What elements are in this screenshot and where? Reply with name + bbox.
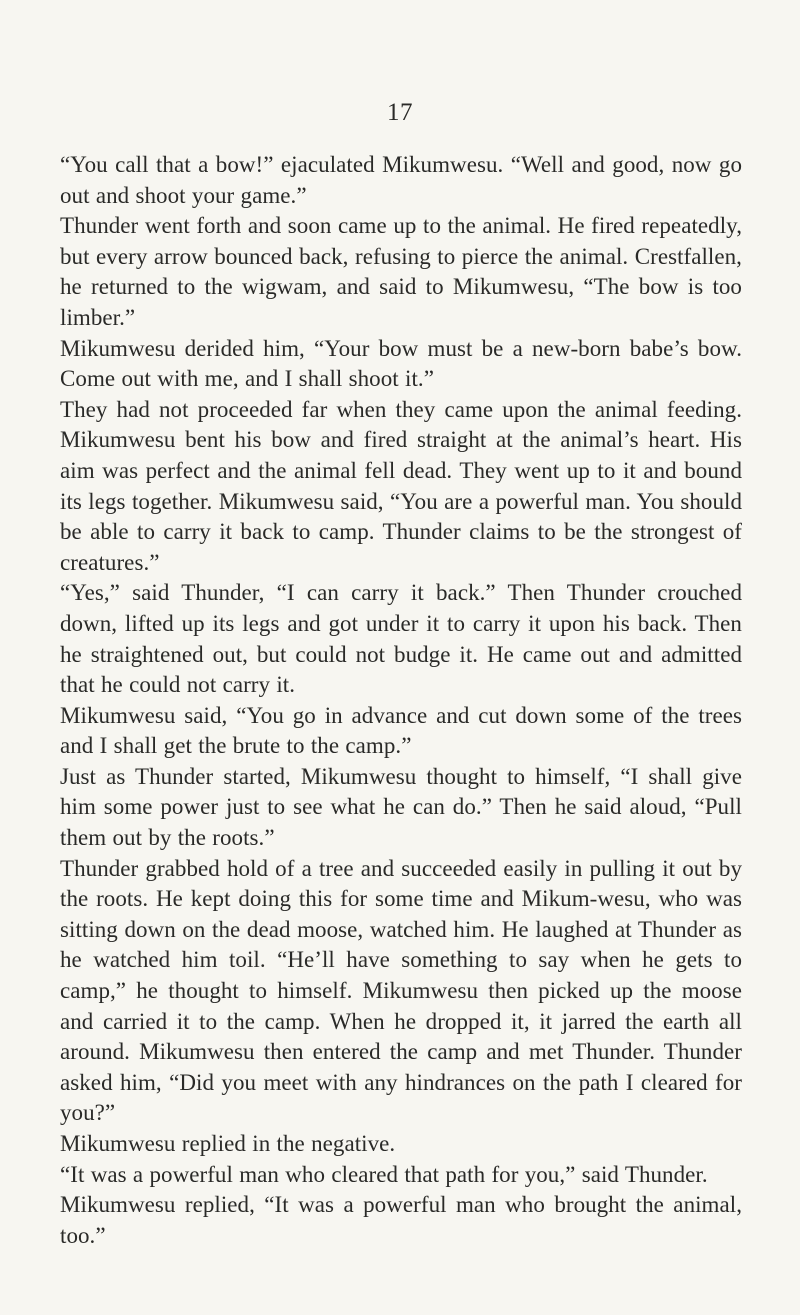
paragraph: Mikumwesu said, “You go in advance and cut down some of the trees and I shall get the brute to the camp.” [60,702,742,759]
paragraph: “Yes,” said Thunder, “I can carry it back.” Then Thunder crouched down, lifted up its legs and got under it to carry it upon his back. Then he straightened out, but could not budge it. He came out and admitted that he could not carry it. [60,580,742,698]
paragraph: Thunder grabbed hold of a tree and succeeded easily in pulling it out by the roots. He kept doing this for some time and Mikum-wesu, who was sitting down on the dead moose, watched him. He laughed at Thunder as he watched him toil. “He’ll have something to say when he gets to camp,” he thought to himself. Mikumwesu then picked up the moose and carried it to the camp. When he dropped it, it jarred the earth all around. Mikumwesu then entered the camp and met Thunder. Thunder asked him, “Did you meet with any hindrances on the path I cleared for you?” [60,855,742,1126]
paragraph: “You call that a bow!” ejaculated Mikumwesu. “Well and good, now go out and shoot your game.” [60,152,742,208]
paragraph: Just as Thunder started, Mikumwesu thought to himself, “I shall give him some power just to see what he can do.” Then he said aloud, “Pull them out by the roots.” [60,763,742,851]
paragraph: They had not proceeded far when they came upon the animal feeding. Mikumwesu bent his bow and fired straight at the animal’s heart. His aim was perfect and the animal fell dead. They went up to it and bound its legs together. Mikumwesu said, “You are a powerful man. You should be able to carry it back to camp. Thunder claims to be the strongest of creatures.” [60,396,742,575]
paragraph: “It was a powerful man who cleared that path for you,” said Thunder. [60,1161,708,1187]
page-number: 17 [387,99,413,126]
body-text [60,150,742,1251]
paragraph: Mikumwesu replied, “It was a powerful man who brought the animal, too.” [60,1192,742,1248]
paragraph: Mikumwesu replied in the negative. [60,1131,396,1156]
paragraph: Thunder went forth and soon came up to the animal. He fired repeatedly, but every arrow bounced back, refusing to pierce the animal. Crestfallen, he returned to the wigwam, and said to Mikumwesu, “The bow is too limber.” [60,213,742,330]
paragraph: Mikumwesu derided him, “Your bow must be a new-born babe’s bow. Come out with me, and I shall shoot it.” [60,335,742,392]
